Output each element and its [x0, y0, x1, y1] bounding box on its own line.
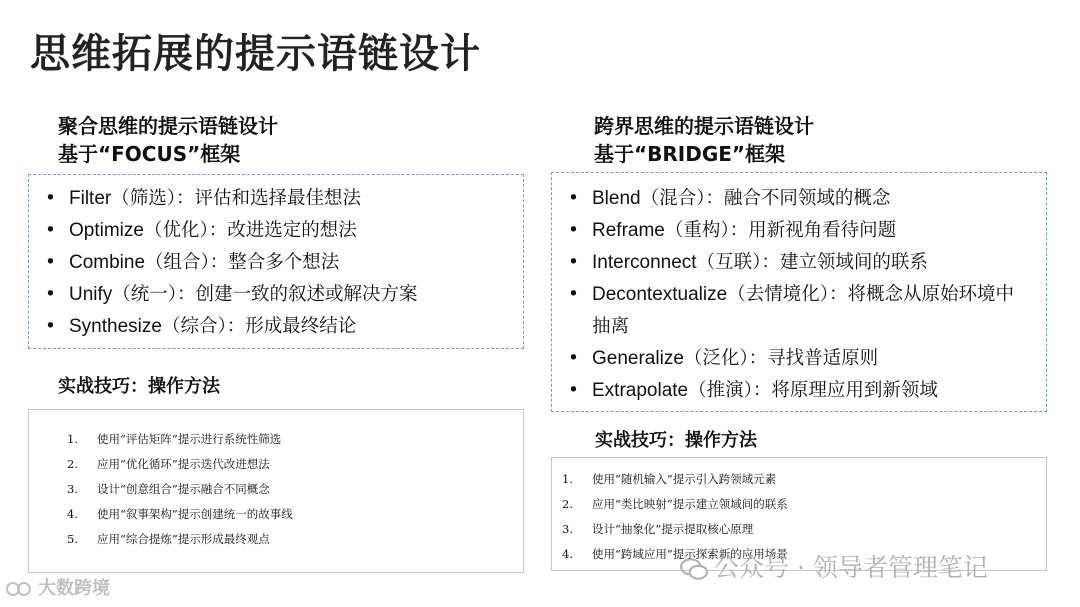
left-practice-list [67, 427, 523, 552]
framework-term: Blend [592, 188, 641, 209]
practice-item [67, 502, 523, 527]
left-practice-title: 实战技巧：操作方法 [58, 376, 220, 397]
framework-term: Decontextualize [592, 284, 728, 305]
framework-term: Synthesize [69, 316, 162, 337]
framework-item [29, 215, 523, 247]
framework-desc: （互联）：建立领域间的联系 [696, 252, 928, 273]
framework-item [552, 247, 1022, 279]
practice-number: 4. [67, 507, 78, 521]
framework-item [552, 343, 1022, 375]
framework-item [552, 375, 1022, 407]
practice-text: 应用“类比映射”提示建立领域间的联系 [592, 497, 788, 511]
framework-term: Extrapolate [592, 380, 689, 401]
framework-term: Optimize [69, 220, 144, 241]
practice-item [67, 477, 523, 502]
bridge-list [552, 183, 1022, 407]
practice-number: 1. [67, 432, 78, 446]
practice-number: 3. [562, 522, 573, 536]
page-title: 思维拓展的提示语链设计 [30, 31, 481, 77]
watermark-right-text: 公众号 · 领导者管理笔记 [714, 553, 988, 582]
practice-text: 应用“优化循环”提示迭代改进想法 [97, 457, 270, 471]
framework-term: Generalize [592, 348, 684, 369]
practice-text: 使用“随机输入”提示引入跨领域元素 [592, 472, 777, 486]
practice-item [67, 527, 523, 552]
framework-desc: （重构）：用新视角看待问题 [664, 220, 897, 241]
focus-list [29, 183, 523, 343]
framework-item [552, 279, 1022, 343]
left-heading [58, 112, 278, 168]
framework-item [29, 311, 523, 343]
left-practice-box [28, 409, 524, 573]
bridge-framework-box [551, 172, 1047, 412]
framework-item [552, 215, 1022, 247]
practice-text: 使用“跨域应用”提示探索新的应用场景 [592, 547, 788, 561]
practice-number: 2. [67, 457, 78, 471]
focus-framework-box [28, 174, 524, 349]
right-heading-line1: 跨界思维的提示语链设计 [594, 114, 814, 138]
framework-desc: （优化）：改进选定的想法 [143, 220, 357, 241]
framework-desc: （混合）：融合不同领域的概念 [640, 188, 891, 209]
watermark-right [680, 548, 988, 584]
left-heading-line1: 聚合思维的提示语链设计 [58, 114, 278, 138]
framework-item [29, 279, 523, 311]
framework-item [29, 183, 523, 215]
practice-text: 设计“创意组合”提示融合不同概念 [97, 482, 270, 496]
right-heading-line2: 基于“BRIDGE”框架 [594, 142, 786, 166]
practice-item [67, 452, 523, 477]
practice-text: 应用“综合提炼”提示形成最终观点 [97, 532, 270, 546]
practice-number: 1. [562, 472, 573, 486]
practice-item [562, 492, 1046, 517]
framework-desc: （统一）：创建一致的叙述或解决方案 [112, 284, 418, 305]
framework-desc: （泛化）：寻找普适原则 [683, 348, 879, 369]
framework-item [29, 247, 523, 279]
watermark-left-text: 大数跨境 [38, 578, 110, 599]
framework-desc: （推演）：将原理应用到新领域 [688, 380, 938, 401]
framework-desc: （筛选）：评估和选择最佳想法 [111, 188, 361, 209]
practice-text: 设计“抽象化”提示提取核心原理 [592, 522, 754, 536]
practice-text: 使用“评估矩阵”提示进行系统性筛选 [97, 432, 282, 446]
framework-term: Combine [69, 252, 146, 273]
framework-desc: （综合）：形成最终结论 [161, 316, 357, 337]
framework-term: Reframe [592, 220, 665, 241]
framework-item [552, 183, 1022, 215]
practice-text: 使用“叙事架构”提示创建统一的故事线 [97, 507, 293, 521]
right-heading [594, 112, 814, 168]
practice-item [562, 467, 1046, 492]
practice-number: 4. [562, 547, 573, 561]
right-practice-title: 实战技巧：操作方法 [595, 430, 757, 451]
framework-term: Interconnect [592, 252, 697, 273]
practice-item [67, 427, 523, 452]
brand-logo-icon [6, 578, 32, 600]
left-heading-line2: 基于“FOCUS”框架 [58, 142, 241, 166]
practice-number: 2. [562, 497, 573, 511]
framework-desc: （去情境化）：将概念从原始环境中抽离 [592, 284, 1014, 337]
practice-number: 5. [67, 532, 78, 546]
wechat-icon [680, 557, 708, 581]
watermark-left [6, 574, 110, 600]
practice-number: 3. [67, 482, 78, 496]
practice-item [562, 517, 1046, 542]
framework-term: Filter [69, 188, 112, 209]
framework-desc: （组合）：整合多个想法 [145, 252, 340, 273]
framework-term: Unify [69, 284, 113, 305]
